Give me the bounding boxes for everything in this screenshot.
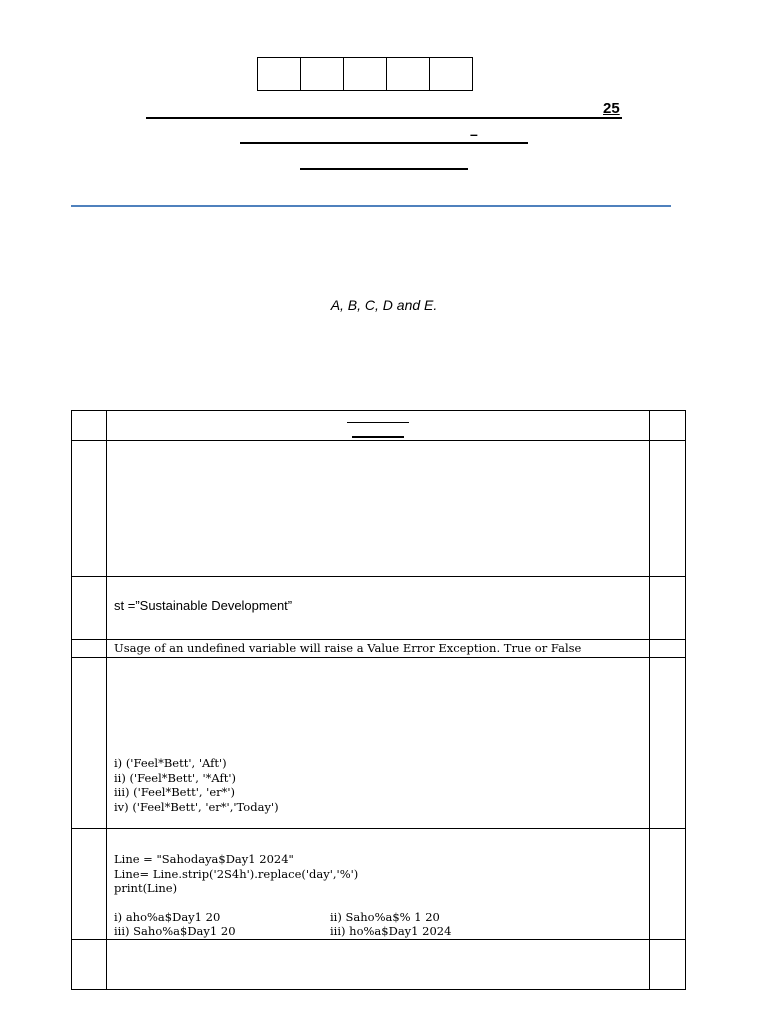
session-year: 25	[603, 100, 620, 117]
roll-number-boxes	[257, 57, 473, 91]
code-line: print(Line)	[114, 881, 178, 895]
option-ii: ii) ('Feel*Bett', '*Aft')	[114, 770, 237, 785]
question-number-cell	[72, 640, 107, 658]
option-iii: iii) ('Feel*Bett', 'er*')	[114, 785, 236, 799]
code-line: Line = "Sahodaya$Day1 2024"	[114, 852, 294, 866]
table-row	[72, 829, 686, 940]
number-header-cell	[72, 411, 107, 441]
question-cell	[107, 577, 650, 640]
question-cell	[107, 829, 650, 940]
true-false-question: Usage of an undefined variable will raise a Value Error Exception. True or False	[114, 641, 582, 655]
marks-header-cell	[650, 411, 686, 441]
question-cell	[107, 441, 650, 577]
section-heading-underline	[347, 422, 409, 423]
roll-box[interactable]	[257, 57, 301, 91]
option-iii: iii) Saho%a$Day1 20	[114, 924, 236, 938]
marks-cell	[650, 829, 686, 940]
table-row	[72, 640, 686, 658]
table-row	[72, 658, 686, 829]
question-number-cell	[72, 939, 107, 989]
title-underline	[146, 117, 622, 119]
header-divider	[71, 205, 671, 207]
marks-cell	[650, 441, 686, 577]
marks-cell	[650, 640, 686, 658]
question-cell	[107, 939, 650, 989]
options-row	[114, 910, 649, 925]
question-cell	[107, 640, 650, 658]
marks-cell	[650, 939, 686, 989]
roll-box[interactable]	[429, 57, 473, 91]
code-line: Line= Line.strip('2S4h').replace('day','%')	[114, 866, 359, 881]
roll-box[interactable]	[300, 57, 344, 91]
code-question	[107, 829, 649, 939]
question-table	[71, 410, 686, 990]
marks-cell	[650, 658, 686, 829]
option-i: i) ('Feel*Bett', 'Aft')	[114, 756, 227, 770]
table-row	[72, 577, 686, 640]
table-header-row	[72, 411, 686, 441]
question-number-cell	[72, 658, 107, 829]
section-subheading-underline	[352, 436, 404, 438]
sections-instruction: A, B, C, D and E.	[330, 297, 438, 313]
table-row	[72, 939, 686, 989]
table-row	[72, 441, 686, 577]
marks-cell	[650, 577, 686, 640]
roll-box[interactable]	[386, 57, 430, 91]
question-number-cell	[72, 829, 107, 940]
question-cell	[107, 658, 650, 829]
subtitle-underline	[240, 142, 528, 144]
option-ii: ii) Saho%a$% 1 20	[330, 909, 440, 924]
string-assignment: st =”Sustainable Development”	[114, 598, 293, 613]
option-iv: iv) ('Feel*Bett', 'er*','Today')	[114, 799, 279, 814]
section-header-cell	[107, 411, 650, 441]
roll-box[interactable]	[343, 57, 387, 91]
options-row	[114, 924, 649, 939]
options-list	[107, 658, 649, 814]
option-i: i) aho%a$Day1 20	[114, 909, 221, 924]
question-number-cell	[72, 441, 107, 577]
subtitle-dash: –	[470, 126, 478, 142]
subject-underline	[300, 168, 468, 170]
option-iv: iii) ho%a$Day1 2024	[330, 924, 452, 938]
question-number-cell	[72, 577, 107, 640]
